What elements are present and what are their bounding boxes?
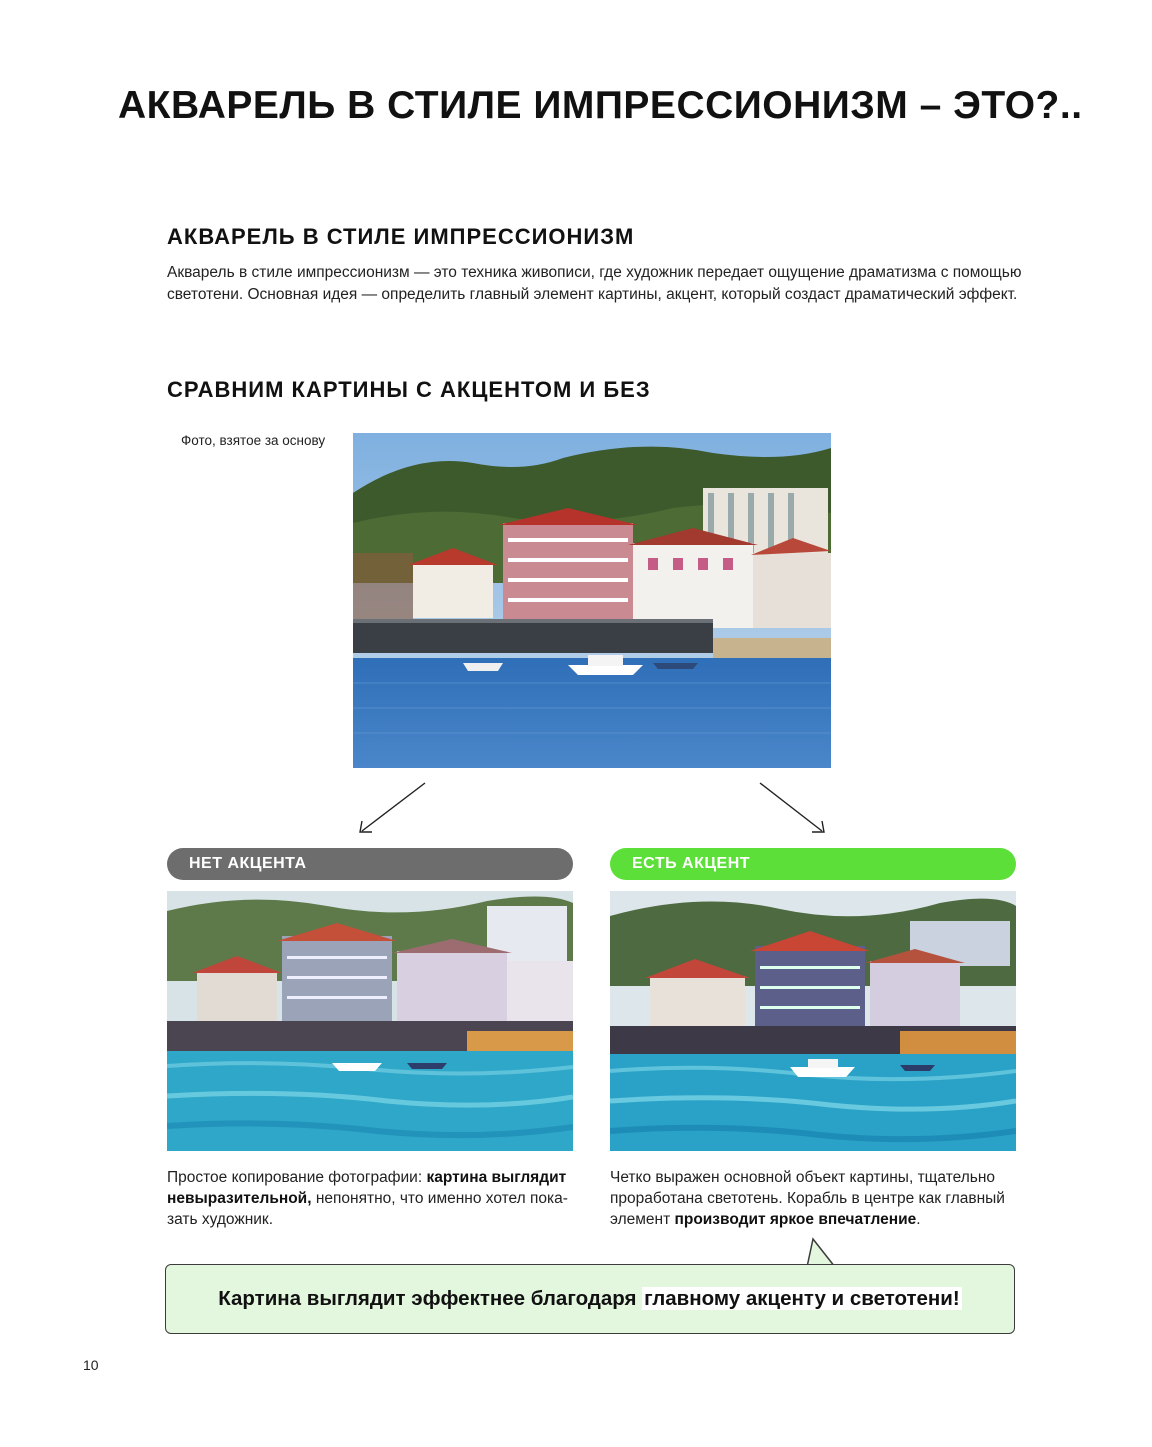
- photo-caption: Фото, взятое за основу: [181, 433, 326, 448]
- no-accent-label: НЕТ АКЦЕНТА: [167, 848, 573, 880]
- compare-heading: СРАВНИМ КАРТИНЫ С АКЦЕНТОМ И БЕЗ: [167, 377, 651, 402]
- arrows: [350, 775, 840, 840]
- reference-photo: [353, 433, 831, 768]
- no-accent-description: Простое копирование фотографии: картина выглядит невыразительной, непонятно, что именно хотел показать художник.: [167, 1169, 568, 1228]
- page-title: АКВАРЕЛЬ В СТИЛЕ ИМПРЕССИОНИЗМ – ЭТО?..: [118, 84, 1083, 127]
- accent-description: Четко выражен основной объект картины, тщательно проработана светотень. Корабль в центре как главный элемент производит яркое впечатление.: [610, 1169, 1005, 1228]
- callout-highlight: главному акценту и светотени!: [644, 1287, 960, 1310]
- page-number: 10: [83, 1357, 99, 1373]
- intro-heading: АКВАРЕЛЬ В СТИЛЕ ИМПРЕССИОНИЗМ: [167, 224, 635, 249]
- accent-label: ЕСТЬ АКЦЕНТ: [610, 848, 1016, 880]
- painting-no-accent: [167, 891, 573, 1151]
- conclusion-callout: Картина выглядит эффектнее благодаря главному акценту и светотени!: [165, 1264, 1015, 1334]
- painting-with-accent: [610, 891, 1016, 1151]
- intro-paragraph: Акварель в стиле импрессионизм — это техника живописи, где художник передает ощущение драматизма с помощью светотени. Основная идея — определить главный элемент картины, акцент, который создаст драматический эффект.: [167, 264, 1022, 303]
